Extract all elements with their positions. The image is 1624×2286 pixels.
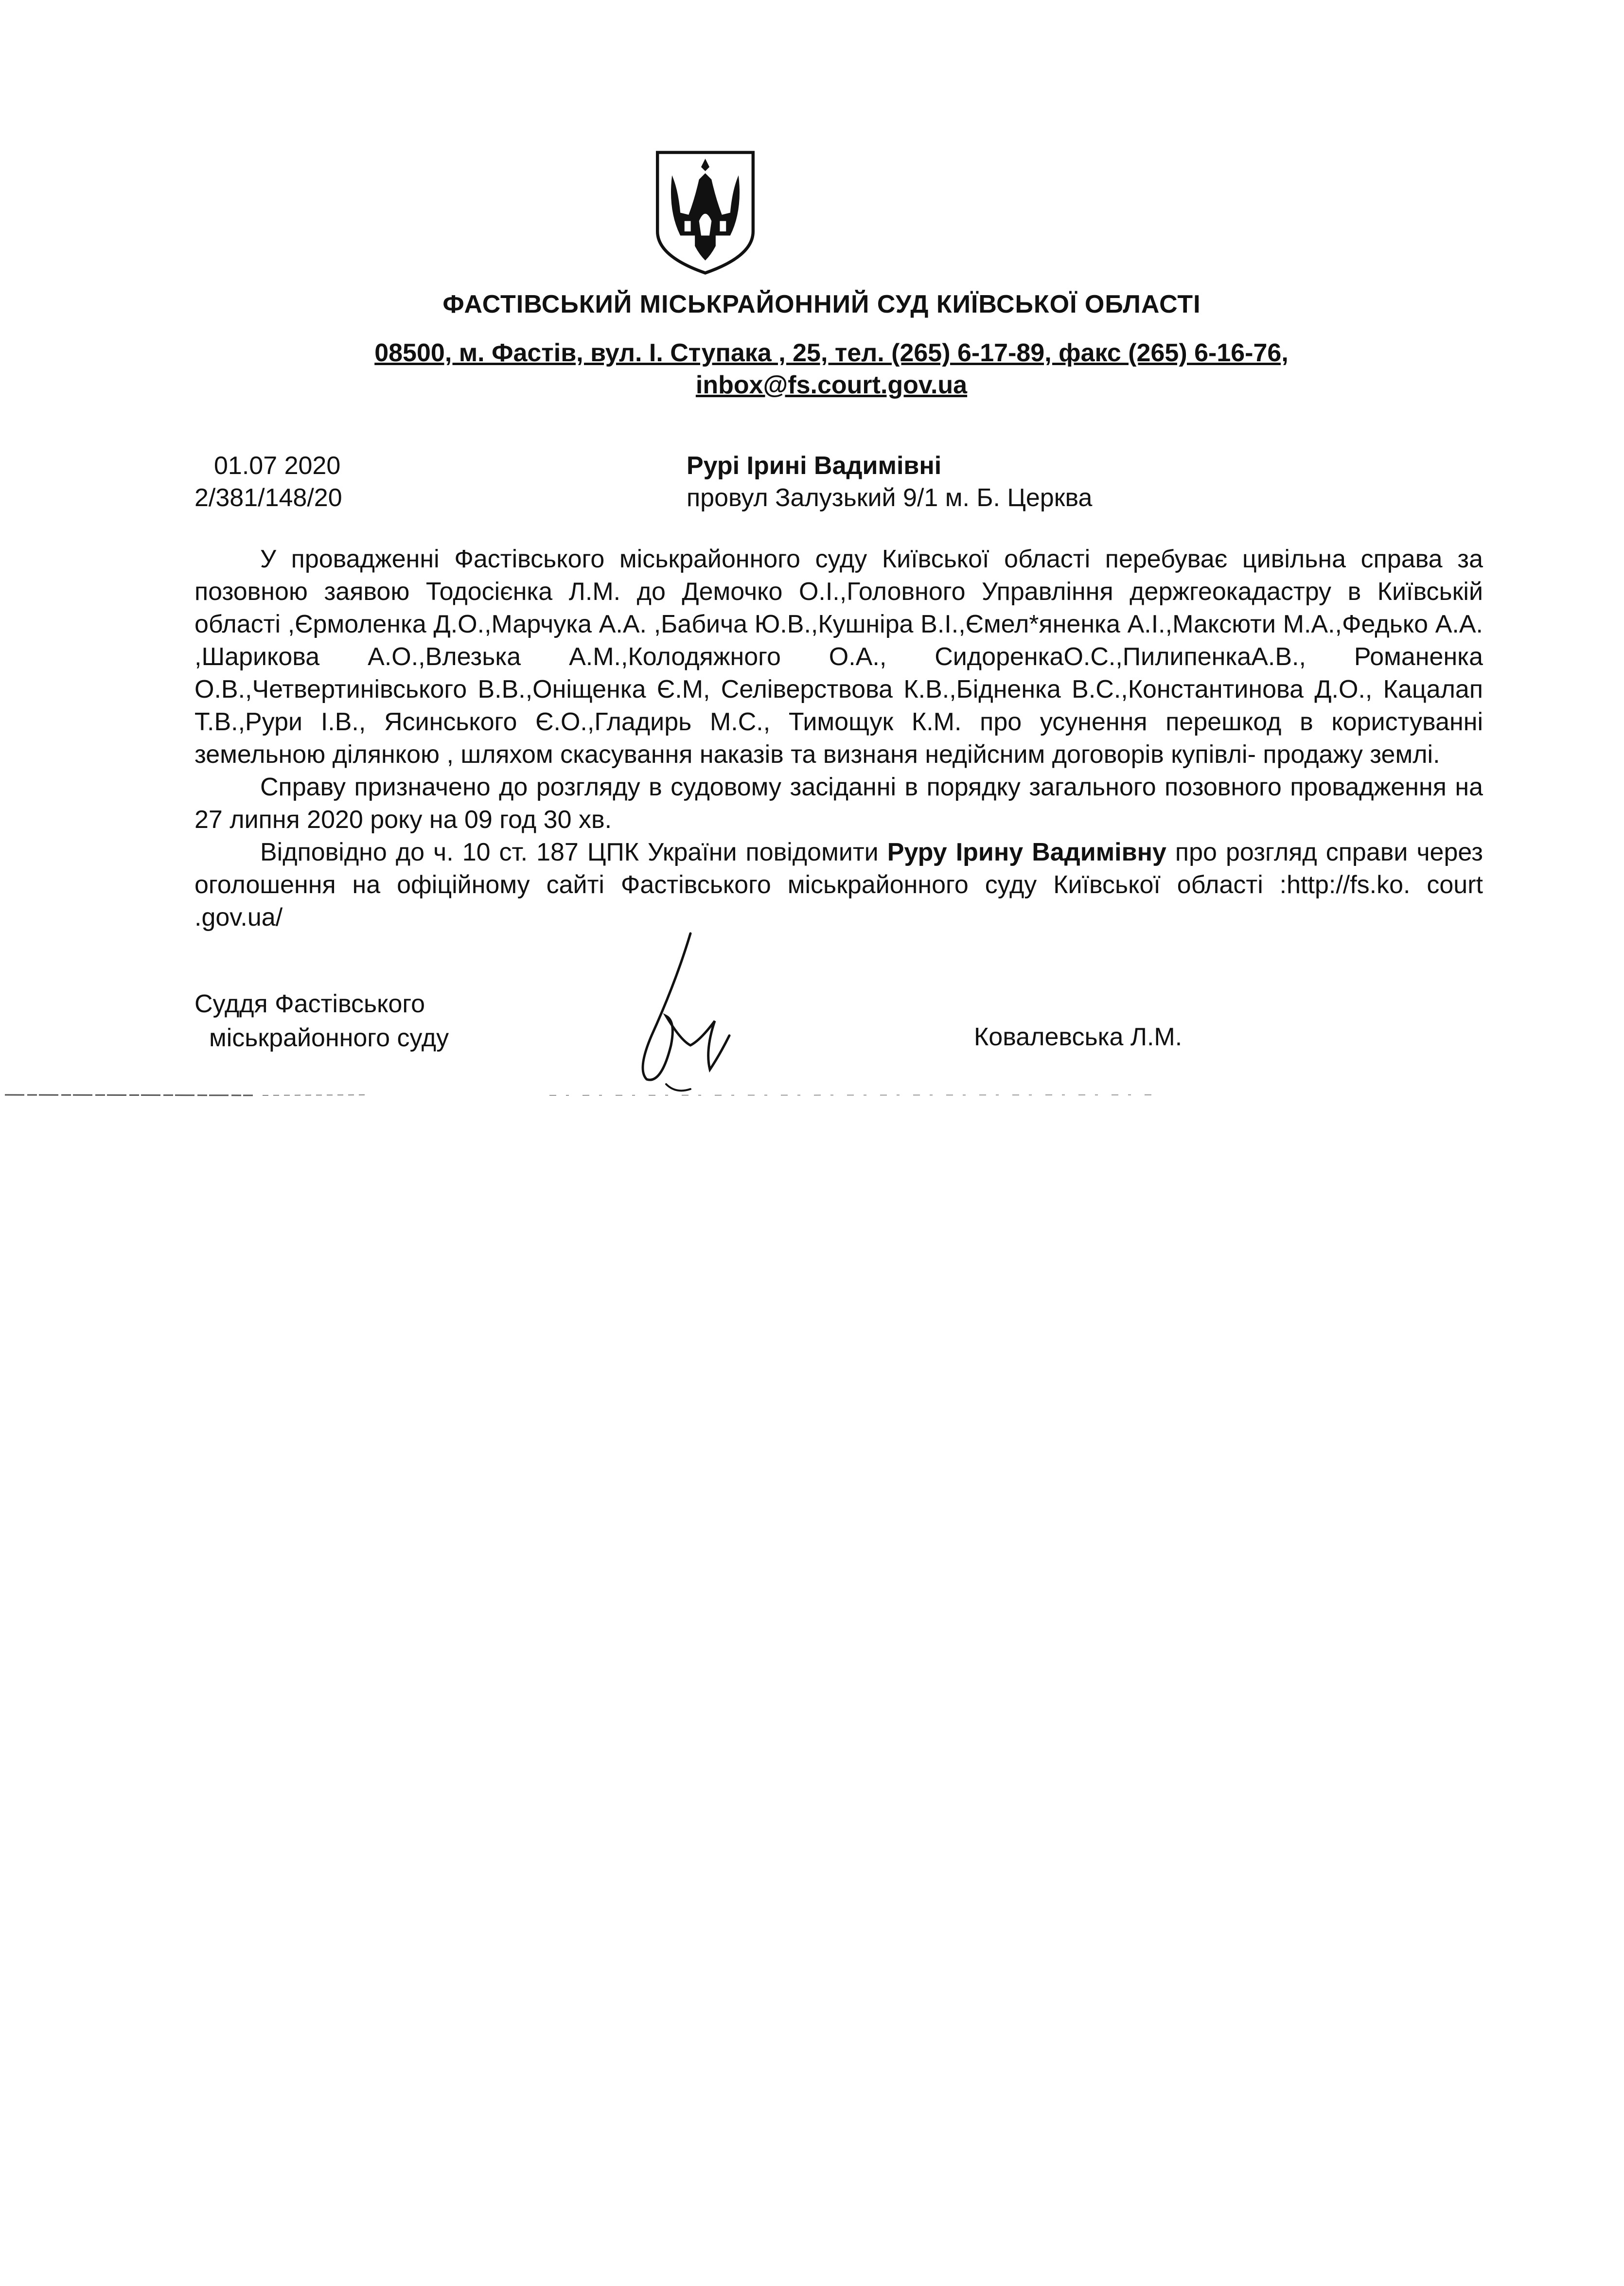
court-email: inbox@fs.court.gov.ua: [695, 371, 968, 399]
court-address-line-1: 08500, м. Фастів, вул. І. Ступака , 25, тел. (265) 6-17-89, факс (265) 6-16-76,: [374, 339, 1289, 367]
coat-of-arms-icon: [653, 148, 758, 277]
body-paragraph-2: Справу призначено до розгляду в судовому засіданні в порядку загального позовного провадження на 27 липня 2020 року на 09 год 30 хв.: [194, 773, 1483, 834]
recipient-address: провул Залузький 9/1 м. Б. Церква: [687, 484, 1093, 512]
judge-position-line-1: Суддя Фастівського: [194, 990, 425, 1018]
handwritten-signature: [618, 924, 734, 1099]
court-name: ФАСТІВСЬКИЙ МІСЬКРАЙОННИЙ СУД КИЇВСЬКОЇ ОБЛАСТІ: [442, 290, 1201, 318]
scan-artifact-line: [0, 1092, 1624, 1097]
body-paragraph-3: [194, 836, 1483, 934]
body-paragraph-3-rest: про розгляд справи через оголошення на офіційному сайті Фастівського міськрайонного суду Київської області :http://fs.ko. court .gov.ua/: [194, 838, 1483, 932]
recipient-block: [687, 450, 1092, 514]
court-address: [321, 337, 1342, 401]
body-paragraph-3-recipient: Руру Ірину Вадимівну: [887, 838, 1166, 866]
recipient-name: Рурі Ірині Вадимівні: [687, 452, 942, 480]
document-reference: 2/381/148/20: [194, 484, 342, 512]
letter-body: [194, 543, 1483, 934]
judge-position-line-2: міськрайонного суду: [209, 1024, 449, 1052]
judge-position: [194, 987, 449, 1055]
body-paragraph-1: У провадженні Фастівського міськрайонного суду Київської області перебуває цивільна справа за позовною заявою Тодосієнка Л.М. до Демочко О.І.,Головного Управління держгеокадастру в Київській області ,Єрмоленка Д.О.,Марчука А.А. ,Бабича Ю.В.,Кушніра В.І.,Ємел*яненка А.І.,Максюти М.А.,Федько А.А. ,Шарикова А.О.,Влезька А.М.,Колодяжного О.А., СидоренкаО.С.,ПилипенкаА.В., Романенка О.В.,Четвертинівського В.В.,Оніщенка Є.М, Селіверствова К.В.,Бідненка В.С.,Константинова Д.О., Кацалап Т.В.,Рури І.В., Ясинського Є.О.,Гладирь М.С., Тимощук К.М. про усунення перешкод в користуванні земельною ділянкою , шляхом скасування наказів та визнаня недійсним договорів купівлі- продажу землі.: [194, 545, 1483, 769]
document-meta: [194, 450, 342, 514]
body-paragraph-3-text: Відповідно до ч. 10 ст. 187 ЦПК України повідомити: [260, 838, 887, 866]
judge-name: Ковалевська Л.М.: [974, 1023, 1183, 1051]
document-date: 01.07 2020: [214, 452, 341, 480]
